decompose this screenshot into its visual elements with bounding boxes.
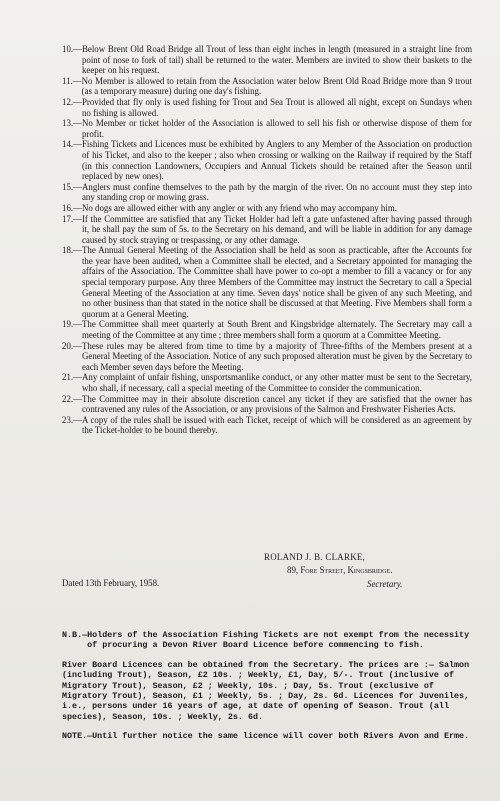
rule-item xyxy=(62,118,472,139)
rule-item xyxy=(62,139,472,181)
rule-item xyxy=(62,182,472,203)
notes-section xyxy=(62,630,474,751)
rule-number: 15.— xyxy=(62,181,82,192)
rule-number: 16.— xyxy=(62,202,82,213)
rule-text: The Committee may in their absolute discretion cancel any ticket if they are satisfied that the owner has contravened any rules of the Association, or any provisions of the Salmon and Freshwater Fisheries Acts. xyxy=(81,393,472,415)
nb-text: Holders of the Association Fishing Tickets are not exempt from the necessity of procuring a Devon River Board Licence before commencing to fish. xyxy=(87,630,470,651)
rule-item xyxy=(62,245,472,319)
nb-lead: N.B.— xyxy=(62,630,88,640)
rule-number: 13.— xyxy=(62,118,82,129)
rule-number: 21.— xyxy=(62,372,82,383)
rule-number: 22.— xyxy=(62,393,82,404)
rule-text: A copy of the rules shall be issued with each Ticket, receipt of which will be considered as an agreement by the Ticket-holder to be bound thereby. xyxy=(81,414,472,436)
secretary-name: ROLAND J. B. CLARKE, xyxy=(264,552,366,562)
secretary-address: 89, Fore Street, Kingsbridge. xyxy=(287,565,393,575)
rule-item xyxy=(62,97,472,118)
document-date: Dated 13th February, 1958. xyxy=(62,578,160,588)
rule-text: The Annual General Meeting of the Association shall be held as soon as practicable, after the Accounts for the year have been audited, when a Committee shall be elected, and a Secretary appointed for managing the affairs of the Association. The Committee shall have power to co-opt a member to fill a vacancy or for any special temporary purpose. Any three Members of the Committee may instruct the Secretary to call a Special General Meeting of the Association at any time. Seven days' notice shall be given of any such Meeting, and no other business than that stated in the notice shall be discussed at that Meeting. Five Members shall form a quorum at a General Meeting. xyxy=(81,245,472,319)
rule-number: 14.— xyxy=(62,139,82,150)
rule-item xyxy=(62,214,472,246)
rule-item xyxy=(62,394,472,415)
rule-number: 18.— xyxy=(62,245,82,256)
rule-text: Fishing Tickets and Licences must be exhibited by Anglers to any Member of the Association on production of his Ticket, and also to the keeper ; also when crossing or walking on the Railway if required by the Staff (in this connection Landowners, Occupiers and Annual Tickets should be retained after the Season until replaced by new ones). xyxy=(81,139,472,182)
rule-number: 23.— xyxy=(62,414,82,425)
rule-text: These rules may be altered from time to time by a majority of Three-fifths of the Members present at a General Meeting of the Association. Notice of any such proposed alteration must be given by the Secretary to each Member seven days before the Meeting. xyxy=(81,340,472,372)
rule-number: 20.— xyxy=(62,340,82,351)
rule-item xyxy=(62,372,472,393)
rivers-note xyxy=(62,731,474,741)
rule-number: 12.— xyxy=(62,96,82,107)
note-lead: NOTE.— xyxy=(62,731,93,742)
licence-prices-note xyxy=(62,660,474,722)
rule-number: 17.— xyxy=(62,213,82,224)
rule-item xyxy=(62,203,472,214)
rule-number: 19.— xyxy=(62,319,82,330)
rules-list xyxy=(62,44,472,436)
rule-item xyxy=(62,44,472,76)
nb-note xyxy=(62,630,474,651)
licence-prices-text: River Board Licences can be obtained from the Secretary. The prices are :— Salmon (including Trout), Season, £2 10s. ; Weekly, £1, Day, 5/-. Trout (inclusive of Migratory Trout), Season, £2 ; Weekly, 10s. ; Day, 5s. Trout (exclusive of Migratory Trout), Season, £1 ; Weekly, 5s. ; Day, 2s. 6d. Licences for Juveniles, i.e., persons under 16 years of age, at date of opening of Season. Trout (all species), Season, 10s. ; Weekly, 2s. 6d. xyxy=(62,659,470,722)
rule-item xyxy=(62,341,472,373)
rule-text: No Member or ticket holder of the Association is allowed to sell his fish or otherwise dispose of them for profit. xyxy=(81,118,472,139)
rule-item xyxy=(62,415,472,436)
rule-item xyxy=(62,319,472,340)
rule-text: Provided that fly only is used fishing for Trout and Sea Trout is allowed all night, except on Sundays when no fishing is allowed. xyxy=(81,96,472,118)
secretary-role: Secretary. xyxy=(367,579,403,589)
note-text: Until further notice the same licence will cover both Rivers Avon and Erme. xyxy=(92,731,470,742)
rule-text: The Committee shall meet quarterly at South Brent and Kingsbridge alternately. The Secretary may call a meeting of the Committee at any time ; three members shall form a quorum at a Committee Meeting. xyxy=(81,319,472,341)
rule-text: Anglers must confine themselves to the path by the margin of the river. On no account must they step into any standing crop or mowing grass. xyxy=(81,181,472,203)
rule-number: 10.— xyxy=(62,44,82,54)
rule-item xyxy=(62,76,472,97)
rule-text: Any complaint of unfair fishing, unsportsmanlike conduct, or any other matter must be sent to the Secretary, who shall, if necessary, call a special meeting of the Committee to consider the communication. xyxy=(81,372,472,393)
rule-number: 11.— xyxy=(62,75,82,86)
rule-text: No Member is allowed to retain from the Association water below Brent Old Road Bridge more than 9 trout (as a temporary measure) during one day's fishing. xyxy=(81,75,472,97)
rule-text: Below Brent Old Road Bridge all Trout of less than eight inches in length (measured in a straight line from point of nose to fork of tail) shall be returned to the water. Members are invited to show their baskets to the keeper on his request. xyxy=(81,44,472,76)
rule-text: No dogs are allowed either with any angler or with any friend who may accompany him. xyxy=(81,202,397,213)
rule-text: If the Committee are satisfied that any Ticket Holder had left a gate unfastened after having passed through it, he shall pay the sum of 5s. to the Secretary on his demand, and will be liable in addition for any damage caused by stock straying or trespassing, or any other damage. xyxy=(81,213,472,245)
